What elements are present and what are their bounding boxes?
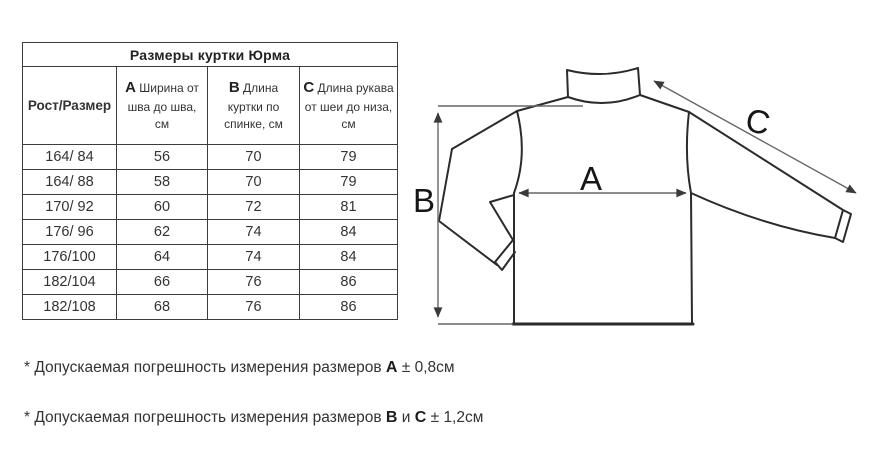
table-row xyxy=(23,245,398,270)
table-cell: 74 xyxy=(208,220,300,245)
footnote-conjunction: и xyxy=(401,409,411,426)
table-row xyxy=(23,220,398,245)
dimension-label-a: A xyxy=(579,160,603,197)
header-text-c: Длина рукава от шеи до низа, см xyxy=(304,81,394,132)
jacket-right-cuff xyxy=(835,210,851,242)
jacket-left-armhole-seam xyxy=(514,111,522,193)
table-cell: 176/100 xyxy=(23,245,117,270)
jacket-body-sides xyxy=(514,193,692,323)
jacket-right-sleeve-bottom xyxy=(691,193,835,238)
table-cell: 170/ 92 xyxy=(23,195,117,220)
table-row xyxy=(23,170,398,195)
header-back-length xyxy=(208,67,300,145)
footnote-value: ± 1,2см xyxy=(430,409,484,426)
header-text-b: Длина куртки по спинке, см xyxy=(224,81,283,132)
table-cell: 62 xyxy=(117,220,208,245)
table-cell: 182/104 xyxy=(23,270,117,295)
table-cell: 70 xyxy=(208,145,300,170)
table-cell: 81 xyxy=(300,195,398,220)
table-row xyxy=(23,295,398,320)
table-cell: 60 xyxy=(117,195,208,220)
table-row xyxy=(23,195,398,220)
dimension-label-b: B xyxy=(412,182,436,219)
table-row xyxy=(23,145,398,170)
dimension-label-c: C xyxy=(742,100,774,143)
header-letter-b: В xyxy=(228,79,240,97)
jacket-right-armhole-seam xyxy=(687,112,691,193)
table-cell: 164/ 84 xyxy=(23,145,117,170)
table-cell: 70 xyxy=(208,170,300,195)
jacket-collar xyxy=(567,68,640,103)
jacket-left-cuff xyxy=(495,240,515,270)
header-text-a: Ширина от шва до шва, см xyxy=(127,81,199,132)
footnote-letter-b: В xyxy=(385,409,398,426)
table-cell: 72 xyxy=(208,195,300,220)
table-cell: 66 xyxy=(117,270,208,295)
table-cell: 79 xyxy=(300,170,398,195)
jacket-measurement-diagram xyxy=(400,0,875,456)
table-cell: 84 xyxy=(300,245,398,270)
footnote-text: * Допускаемая погрешность измерения размеров xyxy=(24,359,382,376)
table-cell: 76 xyxy=(208,270,300,295)
table-title: Размеры куртки Юрма xyxy=(23,43,398,67)
jacket-left-sleeve-outer xyxy=(439,149,497,265)
footnote-tolerance-bc xyxy=(24,409,483,427)
header-sleeve-length xyxy=(300,67,398,145)
table-cell: 64 xyxy=(117,245,208,270)
table-cell: 182/108 xyxy=(23,295,117,320)
jacket-left-sleeve-inner xyxy=(490,195,514,240)
footnote-tolerance-a xyxy=(24,359,455,377)
table-cell: 86 xyxy=(300,270,398,295)
table-cell: 76 xyxy=(208,295,300,320)
table-title-row xyxy=(23,43,398,67)
table-cell: 68 xyxy=(117,295,208,320)
table-header-row xyxy=(23,67,398,145)
header-width xyxy=(117,67,208,145)
footnote-value: ± 0,8см xyxy=(401,359,455,376)
dimension-lines xyxy=(438,81,856,324)
table-row xyxy=(23,270,398,295)
footnote-letter-c: С xyxy=(414,409,427,426)
table-cell: 164/ 88 xyxy=(23,170,117,195)
footnote-letter-a: А xyxy=(385,359,398,376)
size-table xyxy=(22,42,398,320)
header-letter-c: С xyxy=(303,79,315,97)
footnote-text: * Допускаемая погрешность измерения размеров xyxy=(24,409,382,426)
jacket-left-shoulder xyxy=(452,97,568,149)
table-cell: 79 xyxy=(300,145,398,170)
table-cell: 56 xyxy=(117,145,208,170)
header-letter-a: А xyxy=(125,79,136,97)
table-cell: 86 xyxy=(300,295,398,320)
table-cell: 84 xyxy=(300,220,398,245)
table-cell: 58 xyxy=(117,170,208,195)
table-cell: 176/ 96 xyxy=(23,220,117,245)
jacket-right-shoulder xyxy=(640,95,689,112)
table-cell: 74 xyxy=(208,245,300,270)
header-size: Рост/Размер xyxy=(23,67,117,145)
